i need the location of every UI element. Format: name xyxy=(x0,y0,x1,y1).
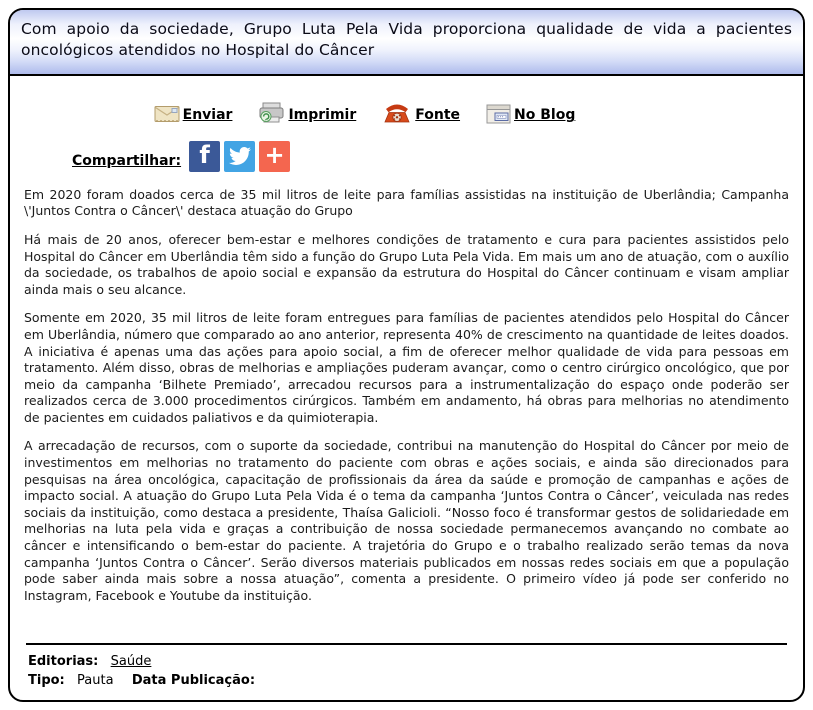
share-buttons xyxy=(189,141,290,172)
tipo-row xyxy=(28,671,785,690)
source-button[interactable] xyxy=(382,102,460,124)
article-header xyxy=(10,10,803,76)
editorias-row xyxy=(28,652,785,671)
blog-label: No Blog xyxy=(514,107,576,124)
article-paragraph: Há mais de 20 anos, oferecer bem-estar e melhores condições de tratamento e cura para pacientes assistidos pelo Hospital do Câncer em Uberlândia têm sido a função do Grupo Luta Pela Vida. Em mais um ano de atuação, com o auxílio da sociedade, os trabalhos de apoio social e expansão da estrutura do Hospital do Câncer continuam e visam ampliar ainda mais o seu alcance. xyxy=(24,231,789,297)
printer-icon xyxy=(258,102,285,124)
plus-icon: + xyxy=(264,141,285,170)
article-window xyxy=(8,8,805,702)
share-row xyxy=(72,140,803,172)
share-label: Compartilhar: xyxy=(72,152,182,169)
tipo-value: Pauta xyxy=(77,673,114,688)
article-footer xyxy=(10,643,803,690)
send-label: Enviar xyxy=(182,107,233,124)
facebook-share-button[interactable] xyxy=(189,141,220,172)
article-lead: Em 2020 foram doados cerca de 35 mil litros de leite para famílias assistidas na instituição de Uberlândia; Campanha \'Juntos Contra o Câncer\' destaca atuação do Grupo xyxy=(24,186,789,219)
article-paragraph: A arrecadação de recursos, com o suporte da sociedade, contribui na manutenção do Hospital do Câncer por meio de investimentos em melhorias no tratamento do paciente com obras e ações sociais, e ainda são direcionados para pesquisas na área oncológica, capacitação de profissionais da área da saúde e promoção de campanhas e ações de impacto social. A atuação do Grupo Luta Pela Vida é o tema da campanha ‘Juntos Contra o Câncer’, veiculada nas redes sociais da instituição, como destaca a presidente, Thaísa Galicioli. “Nosso foco é transformar gestos de solidariedade em melhorias na luta pela vida e graças a contribuição de nossa sociedade permanecemos avançando no combate ao câncer e intensificando o bem-estar do paciente. A trajetória do Grupo e o trabalho realizado serão temas da nova campanha ‘Juntos Contra o Câncer’. Serão diversos materiais publicados em nossas redes sociais em que a população pode saber ainda mais sobre a nossa atuação”, comenta a presidente. O primeiro vídeo já pode ser conferido no Instagram, Facebook e Youtube da instituição. xyxy=(24,438,789,603)
page-title: Com apoio da sociedade, Grupo Luta Pela Vida proporciona qualidade de vida a pacientes oncológicos atendidos no Hospital do Câncer xyxy=(21,20,792,60)
article-paragraph: Somente em 2020, 35 mil litros de leite foram entregues para famílias de pacientes atendidos pelo Hospital do Câncer em Uberlândia, número que comparado ao ano anterior, representa 40% de crescimento na quantidade de leites doados. A iniciativa é apenas uma das ações para apoio social, a fim de oferecer melhor qualidade de vida para pessoas em tratamento. Além disso, obras de melhorias e ampliações puderam avançar, como o centro cirúrgico oncológico, que por meio da campanha ‘Bilhete Premiado’, arrecadou recursos para a instrumentalização do espaço onde poderão ser realizados cerca de 3.000 procedimentos cirúrgicos. Também em andamento, há obras para melhorias no atendimento de pacientes em cuidados paliativos e da quimioterapia. xyxy=(24,310,789,425)
toolbar xyxy=(8,96,761,124)
facebook-icon: f xyxy=(199,141,210,170)
editorias-label: Editorias: xyxy=(28,654,99,669)
source-label: Fonte xyxy=(415,107,461,124)
envelope-icon xyxy=(154,104,180,124)
more-share-button[interactable] xyxy=(259,141,290,172)
article-body xyxy=(10,172,803,617)
data-publicacao-label: Data Publicação: xyxy=(131,673,256,688)
footer-divider xyxy=(26,643,787,645)
blog-button[interactable] xyxy=(486,104,575,124)
tipo-label: Tipo: xyxy=(28,673,65,688)
send-button[interactable] xyxy=(154,104,233,124)
twitter-share-button[interactable] xyxy=(224,141,255,172)
twitter-bird-icon xyxy=(229,145,251,167)
editoria-saude-link[interactable]: Saúde xyxy=(110,654,152,669)
print-button[interactable] xyxy=(258,102,356,124)
blog-icon xyxy=(486,104,511,124)
print-label: Imprimir xyxy=(288,107,357,124)
telephone-icon xyxy=(382,102,412,124)
